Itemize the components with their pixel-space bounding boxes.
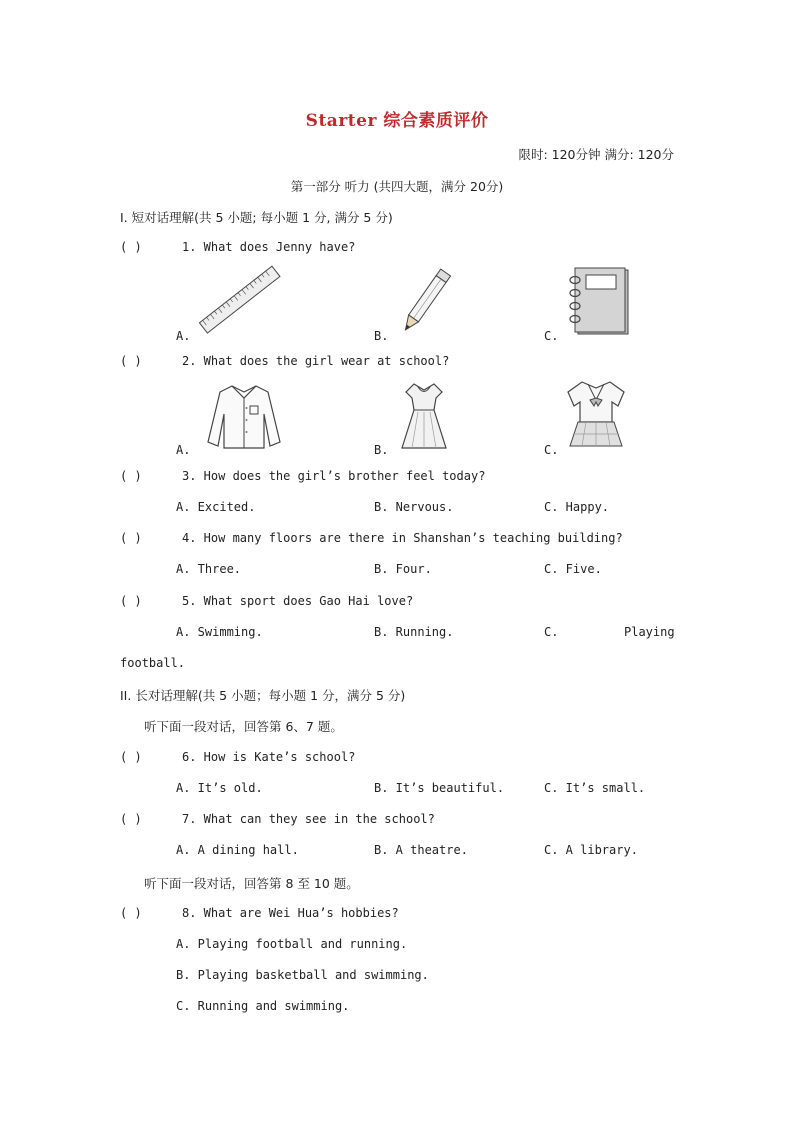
question-text: 4. How many floors are there in Shanshan’s teaching building? (182, 531, 623, 545)
option-b: B. A theatre. (374, 843, 468, 857)
dress-icon (398, 380, 450, 452)
question-text: 1. What does Jenny have? (182, 240, 356, 254)
shirt-icon (202, 380, 286, 452)
school-uniform-icon (564, 378, 628, 454)
option-c-label: C. (544, 329, 559, 343)
instruction-q6-7: 听下面一段对话，回答第 6、7 题。 (144, 719, 343, 734)
answer-bracket[interactable]: ( ) (120, 240, 142, 254)
answer-bracket[interactable]: ( ) (120, 354, 142, 368)
question-7 (120, 812, 435, 826)
option-b-label: B. (374, 443, 389, 457)
option-a-label: A. (176, 443, 191, 457)
question-text: 2. What does the girl wear at school? (182, 354, 450, 368)
option-c-label: C. (544, 443, 559, 457)
option-a: A. Three. (176, 562, 242, 576)
question-text: 8. What are Wei Hua’s hobbies? (182, 906, 399, 920)
question-5 (120, 594, 413, 608)
option-b: B. Four. (374, 562, 432, 576)
option-c: C. A library. (544, 843, 638, 857)
answer-bracket[interactable]: ( ) (120, 812, 142, 826)
question-text: 5. What sport does Gao Hai love? (182, 594, 414, 608)
option-a: A. Swimming. (176, 625, 263, 639)
answer-bracket[interactable]: ( ) (120, 469, 142, 483)
option-a-label: A. (176, 329, 191, 343)
option-a: A. Excited. (176, 500, 256, 514)
question-4 (120, 531, 623, 545)
question-3 (120, 469, 485, 483)
notebook-icon (566, 266, 632, 338)
option-c-text: Playing (624, 625, 675, 639)
instruction-q8-10: 听下面一段对话，回答第 8 至 10 题。 (144, 876, 359, 891)
question-text: 6. How is Kate’s school? (182, 750, 356, 764)
option-c: C. Five. (544, 562, 602, 576)
section-2-heading: II. 长对话理解(共 5 小题；每小题 1 分，满分 5 分) (120, 688, 406, 703)
question-2 (120, 354, 449, 368)
option-c: C. Happy. (544, 500, 610, 514)
time-limit: 限时: 120分钟 满分: 120分 (518, 147, 674, 162)
option-b-label: B. (374, 329, 389, 343)
ruler-icon (198, 262, 282, 338)
option-b: B. Nervous. (374, 500, 454, 514)
option-c-wrap: football. (120, 656, 186, 670)
answer-bracket[interactable]: ( ) (120, 594, 142, 608)
question-6 (120, 750, 355, 764)
answer-bracket[interactable]: ( ) (120, 531, 142, 545)
page-title: Starter 综合素质评价 (305, 111, 489, 131)
question-1 (120, 240, 355, 254)
option-a: A. It’s old. (176, 781, 263, 795)
option-b: B. Playing basketball and swimming. (176, 968, 429, 982)
option-c: C. It’s small. (544, 781, 646, 795)
option-c: C. (544, 625, 559, 639)
option-b: B. Running. (374, 625, 454, 639)
answer-bracket[interactable]: ( ) (120, 906, 142, 920)
option-a: A. A dining hall. (176, 843, 299, 857)
part-one-title: 第一部分 听力 (共四大题，满分 20分) (290, 179, 504, 194)
answer-bracket[interactable]: ( ) (120, 750, 142, 764)
section-1-heading: I. 短对话理解(共 5 小题; 每小题 1 分, 满分 5 分) (120, 210, 393, 225)
question-text: 7. What can they see in the school? (182, 812, 435, 826)
option-c: C. Running and swimming. (176, 999, 350, 1013)
question-8 (120, 906, 399, 920)
option-a: A. Playing football and running. (176, 937, 408, 951)
pencil-icon (398, 264, 452, 340)
question-text: 3. How does the girl’s brother feel today? (182, 469, 486, 483)
option-b: B. It’s beautiful. (374, 781, 505, 795)
